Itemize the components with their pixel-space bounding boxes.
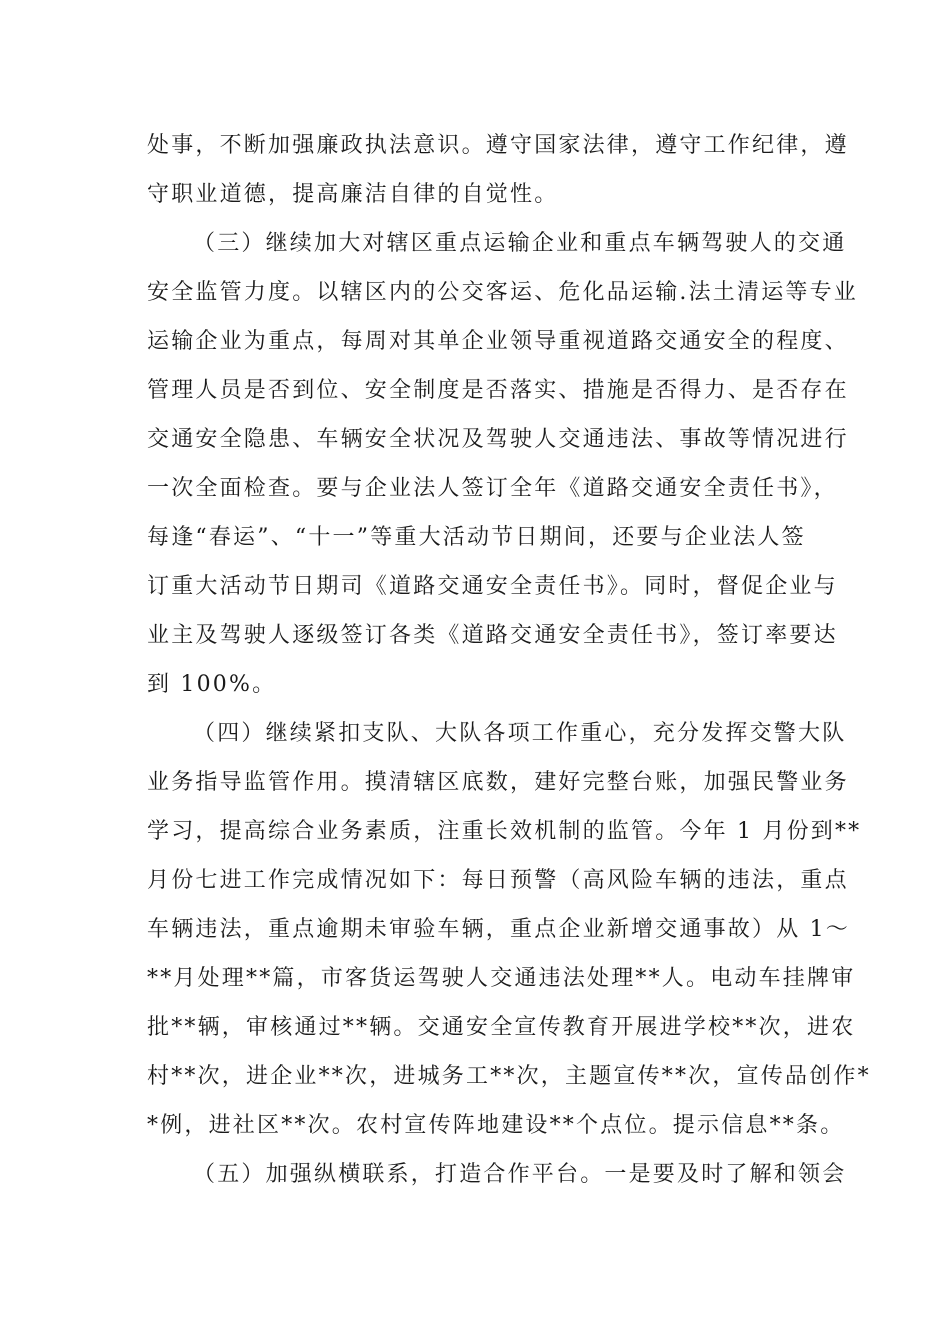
text-line: 管理人员是否到位、安全制度是否落实、措施是否得力、是否存在 <box>147 378 849 403</box>
text-line: 交通安全隐患、车辆安全状况及驾驶人交通违法、事故等情况进行 <box>147 427 849 452</box>
text-line: *例，进社区**次。农村宣传阵地建设**个点位。提示信息**条。 <box>147 1113 845 1138</box>
text-line: 运输企业为重点，每周对其单企业领导重视道路交通安全的程度、 <box>147 329 849 354</box>
paragraph-heading-4: （四）继续紧扣支队、大队各项工作重心，充分发挥交警大队 <box>193 721 847 746</box>
text-line: 守职业道德，提高廉洁自律的自觉性。 <box>147 182 559 207</box>
text-line: **月处理**篇，市客货运驾驶人交通违法处理**人。电动车挂牌审 <box>147 966 856 991</box>
text-line: 一次全面检查。要与企业法人签订全年《道路交通安全责任书》， <box>147 476 838 501</box>
text-line: 业主及驾驶人逐级签订各类《道路交通安全责任书》，签订率要达 <box>147 623 838 648</box>
text-line: 月份七进工作完成情况如下：每日预警（高风险车辆的违法，重点 <box>147 868 849 893</box>
text-line: 批**辆，审核通过**辆。交通安全宣传教育开展进学校**次，进农 <box>147 1015 856 1040</box>
text-line: 订重大活动节日期司《道路交通安全责任书》。同时，督促企业与 <box>147 574 838 599</box>
text-line: 车辆违法，重点逾期未审验车辆，重点企业新增交通事故）从 1～ <box>147 917 850 942</box>
text-line: 处事，不断加强廉政执法意识。遵守国家法律，遵守工作纪律，遵 <box>147 133 849 158</box>
paragraph-heading-3: （三）继续加大对辖区重点运输企业和重点车辆驾驶人的交通 <box>193 231 847 256</box>
text-line: 安全监管力度。以辖区内的公交客运、危化品运输.法土清运等专业 <box>147 280 858 305</box>
text-line: 每逢“春运”、“十一”等重大活动节日期间，还要与企业法人签 <box>147 525 806 550</box>
paragraph-heading-5: （五）加强纵横联系，打造合作平台。一是要及时了解和领会 <box>193 1162 847 1187</box>
text-line: 到 100%。 <box>147 672 277 697</box>
text-line: 学习，提高综合业务素质，注重长效机制的监管。今年 1 月份到** <box>147 819 862 844</box>
text-line: 村**次，进企业**次，进城务工**次，主题宣传**次，宣传品创作* <box>147 1064 871 1089</box>
text-line: 业务指导监管作用。摸清辖区底数，建好完整台账，加强民警业务 <box>147 770 849 795</box>
